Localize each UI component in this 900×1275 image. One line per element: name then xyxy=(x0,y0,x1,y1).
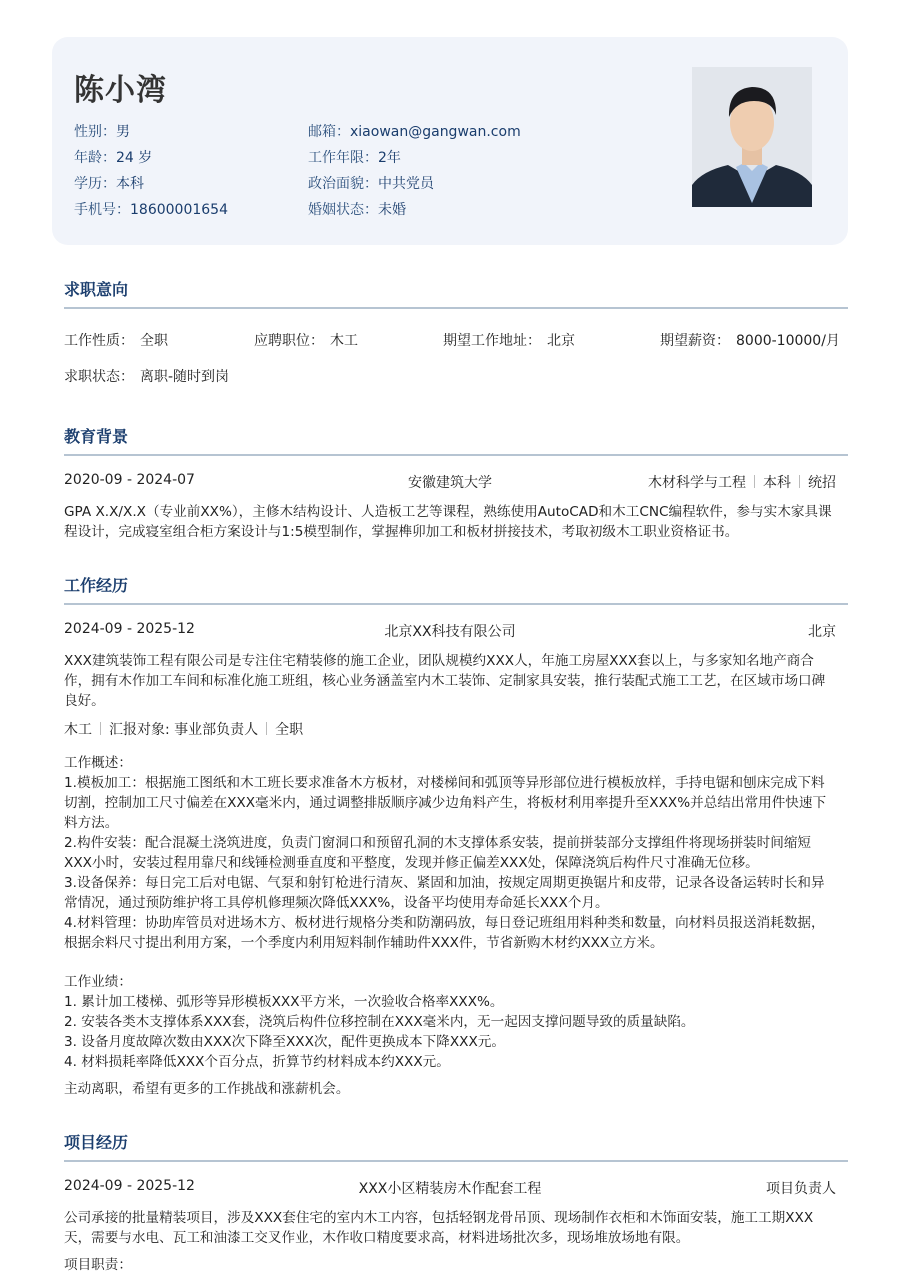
study-mode: 统招 xyxy=(808,475,836,491)
work-achievements xyxy=(64,972,838,1072)
work-period: 2024-09 - 2025-12 xyxy=(64,621,195,637)
overview-title: 工作概述： xyxy=(64,755,132,771)
tag-separator xyxy=(799,475,800,488)
tag-separator xyxy=(754,475,755,488)
project-divider xyxy=(64,1160,848,1162)
achievement-item: 3. 设备月度故障次数由XXX次下降至XXX次，配件更换成本下降XXX元。 xyxy=(64,1034,505,1050)
company-description: XXX建筑装饰工程有限公司是专注住宅精装修的施工企业，团队规模约XXX人，年施工房屋XXX套以上，与多家知名地产商合作，拥有木作加工车间和标准化施工班组，核心业务涵盖室内木工装饰、定制家具安装，推行装配式施工工艺，在区域市场口碑良好。 xyxy=(64,653,826,709)
education-period: 2020-09 - 2024-07 xyxy=(64,472,195,488)
marital-field xyxy=(308,199,406,219)
project-row xyxy=(64,1178,836,1198)
education-label: 学历： xyxy=(74,176,116,192)
profile-photo xyxy=(692,67,812,207)
overview-item: 1.模板加工：根据施工图纸和木工班长要求准备木方板材，对楼梯间和弧顶等异形部位进行模板放样，手持电锯和刨床完成下料切割，控制加工尺寸偏差在XXX毫米内，通过调整排版顺序减少边角料产生，将板材利用率提升至XXX%并总结出常用件快速下料方法。 xyxy=(64,775,827,831)
work-row xyxy=(64,621,836,641)
marital-label: 婚姻状态： xyxy=(308,202,378,218)
project-period: 2024-09 - 2025-12 xyxy=(64,1178,195,1194)
years-value: 2年 xyxy=(378,150,401,166)
education-value: 本科 xyxy=(116,176,144,192)
tag-separator xyxy=(266,722,267,735)
phone-field xyxy=(74,199,228,219)
tag-separator xyxy=(100,722,101,735)
location-label: 期望工作地址： xyxy=(443,333,541,349)
intent-section-title: 求职意向 xyxy=(64,280,129,299)
job-status-value: 离职-随时到岗 xyxy=(140,369,230,385)
salary-field xyxy=(660,330,840,350)
person-portrait-icon xyxy=(692,67,812,207)
project-duty-title: 项目职责： xyxy=(64,1257,132,1273)
age-label: 年龄： xyxy=(74,150,116,166)
salary-label: 期望薪资： xyxy=(660,333,730,349)
gender-value: 男 xyxy=(116,124,130,140)
job-type-value: 全职 xyxy=(140,333,168,349)
job-status-label: 求职状态： xyxy=(64,369,134,385)
email-field xyxy=(308,121,521,141)
project-description: 公司承接的批量精装项目，涉及XXX套住宅的室内木工内容，包括轻钢龙骨吊顶、现场制作衣柜和木饰面安装，施工工期XXX天，需要与水电、瓦工和油漆工交叉作业，木作收口精度要求高，材料进场批次多，现场堆放场地有限。 xyxy=(64,1210,814,1246)
position-label: 应聘职位： xyxy=(254,333,324,349)
education-section-title: 教育背景 xyxy=(64,427,129,446)
phone-label: 手机号： xyxy=(74,202,130,218)
achievement-item: 1. 累计加工楼梯、弧形等异形模板XXX平方米，一次验收合格率XXX%。 xyxy=(64,994,504,1010)
location-value: 北京 xyxy=(547,333,575,349)
job-type-label: 工作性质： xyxy=(64,333,134,349)
position-field xyxy=(254,330,358,350)
education-description: GPA X.X/X.X（专业前XX%），主修木结构设计、人造板工艺等课程，熟练使用AutoCAD和木工CNC编程软件，参与实木家具课程设计，完成寝室组合柜方案设计与1:5模型制作，掌握榫卯加工和板材拼接技术，考取初级木工职业资格证书。 xyxy=(64,504,832,540)
age-value: 24 岁 xyxy=(116,150,153,166)
degree: 本科 xyxy=(763,475,791,491)
intent-divider xyxy=(64,307,848,309)
overview-item: 2.构件安装：配合混凝土浇筑进度，负责门窗洞口和预留孔洞的木支撑体系安装，提前拼装部分支撑组件将现场拼装时间缩短XXX小时，安装过程用靠尺和线锤检测垂直度和平整度，发现并修正偏差XXX处，保障浇筑后构件尺寸准确无位移。 xyxy=(64,835,812,871)
education-row xyxy=(64,472,836,492)
political-field xyxy=(308,173,434,193)
major: 木材科学与工程 xyxy=(648,475,746,491)
political-value: 中共党员 xyxy=(378,176,434,192)
overview-item: 4.材料管理：协助库管员对进场木方、板材进行规格分类和防潮码放，每日登记班组用料种类和数量，向材料员报送消耗数据，根据余料尺寸提出利用方案，一个季度内利用短料制作辅助件XXX件，节省新购木材约XXX立方米。 xyxy=(64,915,825,951)
candidate-name: 陈小湾 xyxy=(74,73,167,108)
work-section-title: 工作经历 xyxy=(64,576,129,595)
work-overview xyxy=(64,753,838,953)
company-name: 北京XX科技有限公司 xyxy=(384,624,516,640)
gender-label: 性别： xyxy=(74,124,116,140)
job-type-field xyxy=(64,330,168,350)
email-value: xiaowan@gangwan.com xyxy=(350,124,521,140)
work-city: 北京 xyxy=(808,624,836,640)
job-status-field xyxy=(64,366,229,386)
leave-reason: 主动离职，希望有更多的工作挑战和涨薪机会。 xyxy=(64,1081,350,1097)
project-name: XXX小区精装房木作配套工程 xyxy=(358,1181,542,1197)
education-divider xyxy=(64,454,848,456)
work-divider xyxy=(64,603,848,605)
email-label: 邮箱： xyxy=(308,124,350,140)
age-field xyxy=(74,147,152,167)
gender-field xyxy=(74,121,130,141)
education-tags xyxy=(648,472,836,492)
overview-item: 3.设备保养：每日完工后对电锯、气泵和射钉枪进行清灰、紧固和加油，按规定周期更换锯片和皮带，记录各设备运转时长和异常情况，通过预防维护将工具停机修理频次降低XXX%，设备平均使用寿命延长XXX个月。 xyxy=(64,875,825,911)
achievement-item: 4. 材料损耗率降低XXX个百分点，折算节约材料成本约XXX元。 xyxy=(64,1054,450,1070)
years-field xyxy=(308,147,401,167)
phone-value: 18600001654 xyxy=(130,202,228,218)
work-jobtype: 全职 xyxy=(275,722,304,738)
years-label: 工作年限： xyxy=(308,150,378,166)
work-report: 汇报对象: 事业部负责人 xyxy=(109,722,259,738)
position-value: 木工 xyxy=(330,333,358,349)
location-field xyxy=(443,330,575,350)
achievement-item: 2. 安装各类木支撑体系XXX套，浇筑后构件位移控制在XXX毫米内，无一起因支撑问题导致的质量缺陷。 xyxy=(64,1014,695,1030)
work-role: 木工 xyxy=(64,722,92,738)
salary-value: 8000-10000/月 xyxy=(736,333,840,349)
work-tags xyxy=(64,719,836,739)
achievement-title: 工作业绩： xyxy=(64,974,132,990)
education-field xyxy=(74,173,144,193)
project-role: 项目负责人 xyxy=(766,1181,836,1197)
project-section-title: 项目经历 xyxy=(64,1133,129,1152)
marital-value: 未婚 xyxy=(378,202,406,218)
school-name: 安徽建筑大学 xyxy=(408,475,492,491)
political-label: 政治面貌： xyxy=(308,176,378,192)
profile-header xyxy=(52,37,848,245)
